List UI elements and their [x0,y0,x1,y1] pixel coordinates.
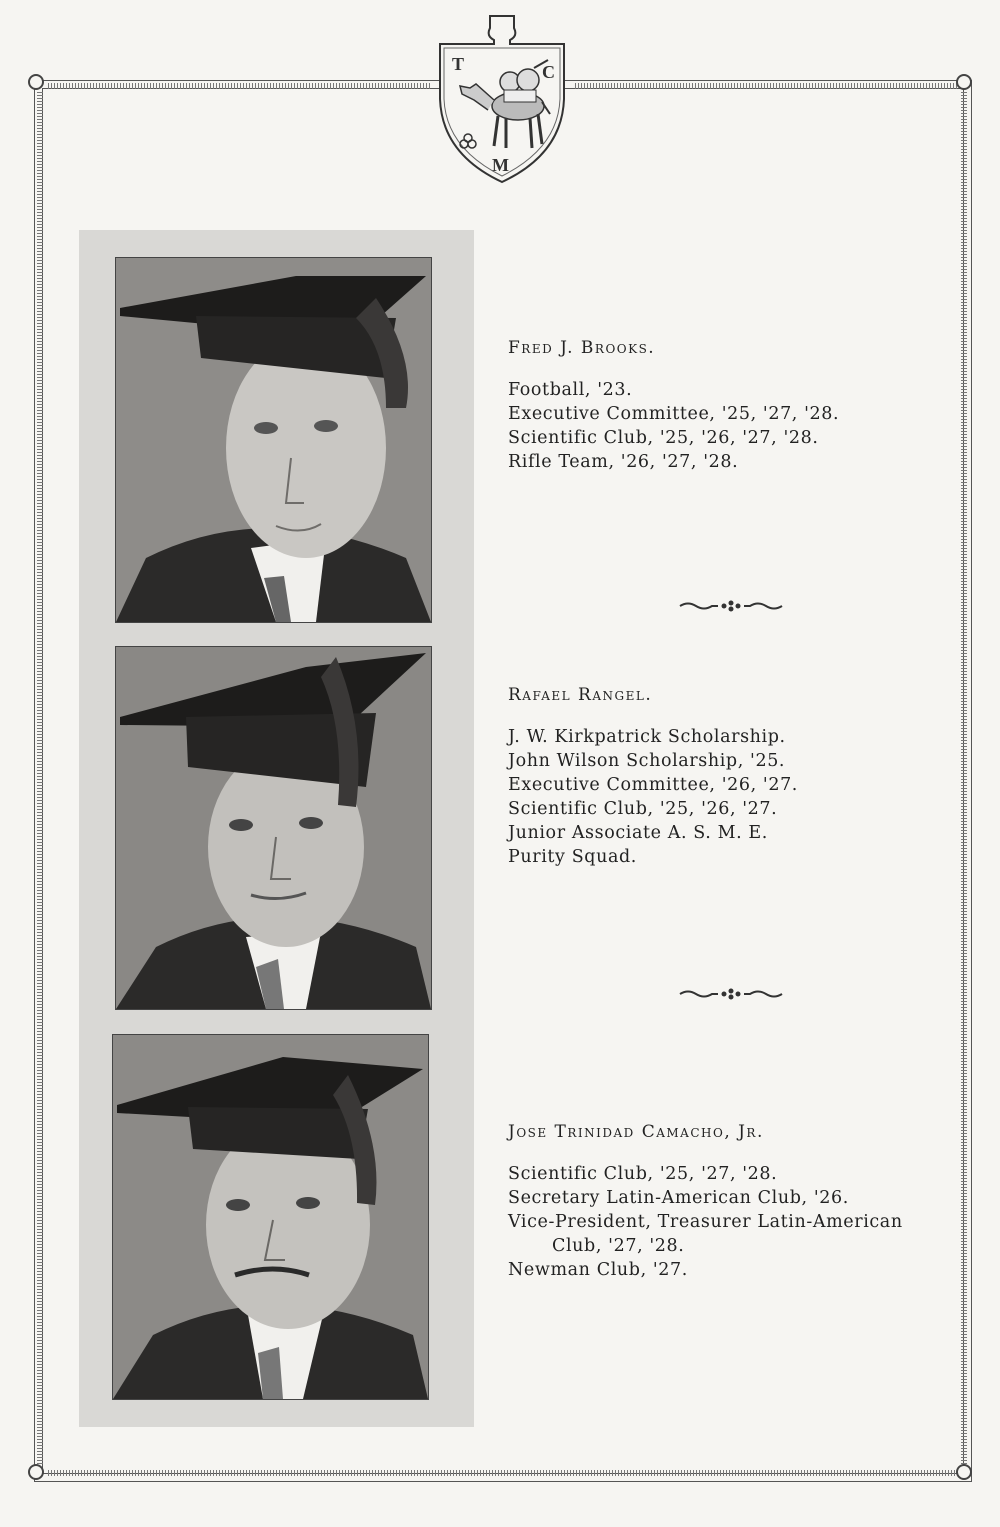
portrait-photo [115,257,432,623]
activity-line: Executive Committee, '25, '27, '28. [508,404,840,424]
activity-line: Vice-President, Treasurer Latin-American [508,1212,903,1232]
crest-letter-m: M [492,155,509,175]
activity-line: J. W. Kirkpatrick Scholarship. [508,727,786,747]
student-name: Rafael Rangel. [508,685,653,705]
activities-list [508,725,958,869]
portrait-photo [115,646,432,1010]
activity-line: Scientific Club, '25, '26, '27. [508,799,778,819]
graduate-portrait-fred-brooks [116,258,431,622]
senior-entry [508,685,958,869]
border-rule-bottom [48,1470,956,1476]
school-crest-shield-icon [430,14,575,184]
graduate-portrait-jose-camacho [113,1035,428,1399]
student-name: Jose Trinidad Camacho, Jr. [508,1122,764,1142]
crest-letter-t: T [452,54,465,74]
border-rule-left [37,92,43,1466]
border-rule-top-right [575,83,957,89]
divider-ornament-icon [678,599,784,613]
divider-ornament-icon [678,987,784,1001]
activity-line: Executive Committee, '26, '27. [508,775,798,795]
border-corner-ornament [956,1464,972,1480]
border-corner-ornament [28,1464,44,1480]
crest-letter-c: C [542,62,555,82]
activity-line: Newman Club, '27. [508,1260,688,1280]
portrait-column [79,230,474,1427]
activity-line: Purity Squad. [508,847,637,867]
border-corner-ornament [28,74,44,90]
activity-line-continuation: Club, '27, '28. [552,1236,685,1256]
portrait-photo [112,1034,429,1400]
activities-list [508,378,958,474]
graduate-portrait-rafael-rangel [116,647,431,1009]
activity-line: Scientific Club, '25, '27, '28. [508,1164,778,1184]
activity-line: Secretary Latin-American Club, '26. [508,1188,849,1208]
student-name: Fred J. Brooks. [508,338,656,358]
senior-entry [508,1122,958,1282]
border-rule-right [961,92,967,1466]
activity-line: Scientific Club, '25, '26, '27, '28. [508,428,819,448]
activity-line: Football, '23. [508,380,633,400]
activity-line: John Wilson Scholarship, '25. [508,751,786,771]
border-corner-ornament [956,74,972,90]
border-rule-top-left [48,83,430,89]
activities-list [508,1162,958,1282]
senior-entry [508,338,958,474]
activity-line: Rifle Team, '26, '27, '28. [508,452,739,472]
activity-line: Junior Associate A. S. M. E. [508,823,768,843]
